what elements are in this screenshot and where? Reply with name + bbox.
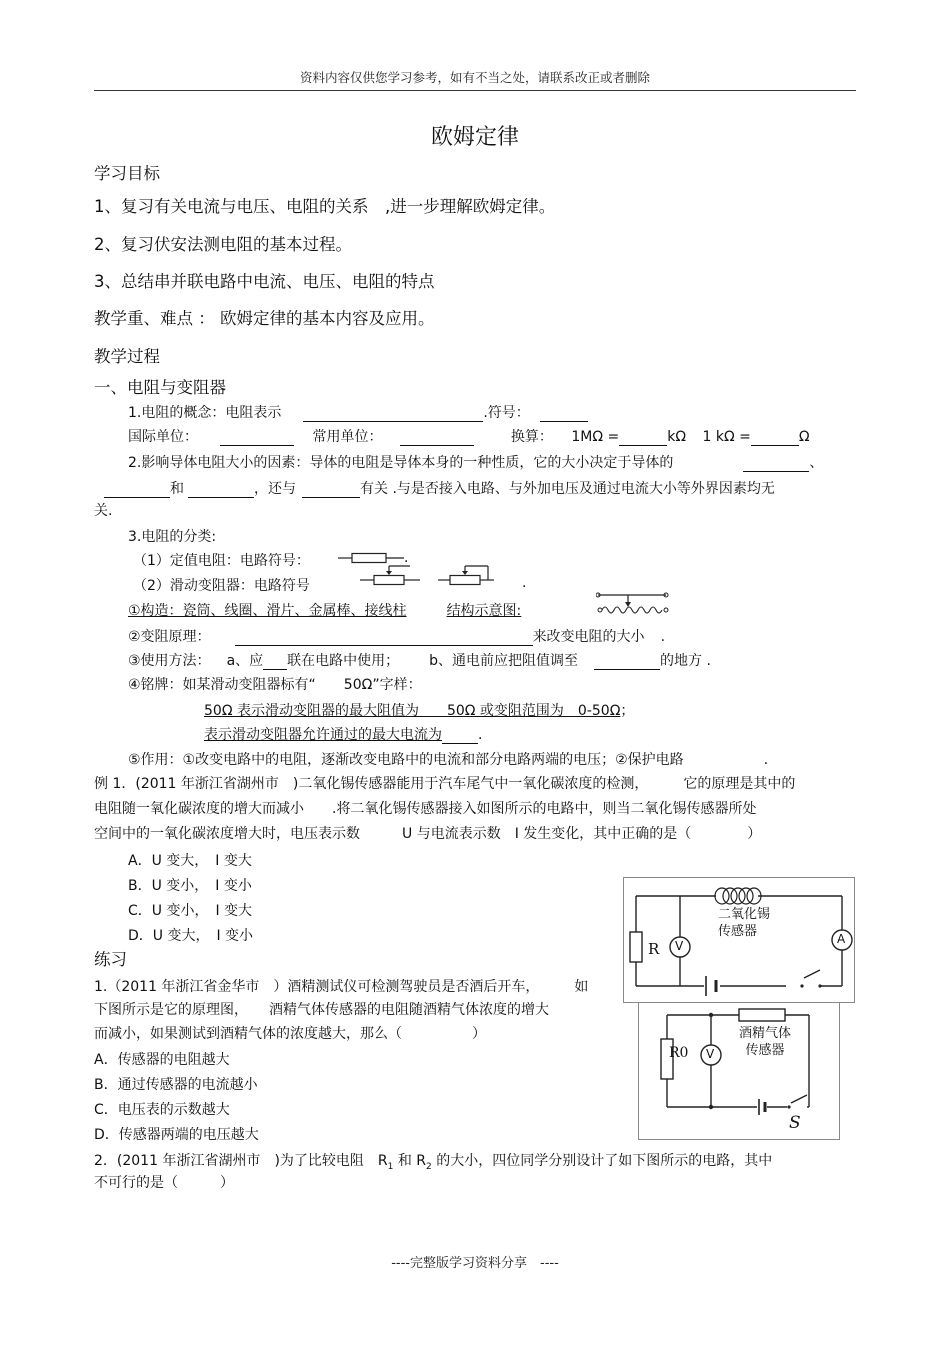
circuit-diagram-2	[639, 1003, 839, 1139]
key-points: 教学重、难点 ： 欧姆定律的基本内容及应用。	[94, 309, 435, 328]
factors-line2: 和 ，还与 有关 .与是否接入电路、与外加电压及通过电流大小等外界因素均无	[104, 478, 775, 498]
nameplate-detail: 表示滑动变阻器允许通过的最大电流为 .	[204, 727, 483, 743]
option-d: D．U 变大， I 变小	[128, 928, 254, 944]
blank	[303, 405, 483, 422]
option-c: C．电压表的示数越大	[94, 1102, 230, 1118]
question-line: 1.（2011 年浙江省金华市 ）酒精测试仪可检测驾驶员是否酒后开车， 如	[94, 979, 589, 995]
example-line: 电阻随一氧化碳浓度的增大而减小 .将二氧化锡传感器接入如图所示的电路中，则当二氧化锡传感器所处	[94, 801, 757, 817]
option-c: C．U 变小， I 变大	[128, 903, 253, 919]
resistor-label: R	[648, 940, 660, 958]
option-a: A．传感器的电阻越大	[94, 1052, 230, 1068]
circuit-figure-1	[623, 877, 855, 1003]
goal-item: 1、复习有关电流与电压、电阻的关系 ,进一步理解欧姆定律。	[94, 197, 556, 216]
resistance-concept: 1.电阻的概念：电阻表示 .符号：	[128, 402, 588, 422]
page-title: 欧姆定律	[430, 125, 519, 150]
goal-item: 3、总结串并联电路中电流、电压、电阻的特点	[94, 272, 435, 291]
option-b: B．U 变小， I 变小	[128, 878, 252, 894]
construction-line: ①构造：瓷筒、线圈、滑片、金属棒、接线柱 结构示意图:	[128, 603, 522, 619]
example-line: 空间中的一氧化碳浓度增大时，电压表示数 U 与电流表示数 I 发生变化，其中正确的是（ ）	[94, 826, 762, 842]
question-line: 而减小，如果测试到酒精气体的浓度越大，那么（ ）	[94, 1026, 486, 1042]
process-heading: 教学过程	[94, 347, 160, 366]
sensor-label: 酒精气体传感器	[738, 1026, 791, 1058]
fixed-resistor-line: （1）定值电阻：电路符号：	[133, 553, 310, 569]
rheostat-line: （2）滑动变阻器：电路符号	[133, 578, 310, 594]
nameplate-detail: 50Ω 表示滑动变阻器的最大阻值为 50Ω 或变阻范围为 0-50Ω；	[204, 703, 635, 719]
rheostat-symbol-icon	[438, 562, 494, 590]
practice-heading: 练习	[94, 950, 127, 969]
rheostat-structure-icon	[596, 590, 672, 616]
option-a: A．U 变大， I 变大	[128, 853, 252, 869]
nameplate-line: ④铭牌：如某滑动变阻器标有“ 50Ω”字样：	[128, 677, 422, 693]
principle-line: ②变阻原理： 来改变电阻的大小 .	[128, 629, 666, 645]
question2-line: 2．(2011 年浙江省湖州市 )为了比较电阻 $R_1$ 和 $R_2$ 的大小，四位同学分别设计了如下图所示的电路，其中	[94, 1153, 773, 1172]
switch-label: S	[789, 1113, 801, 1133]
circuit-figure-2	[638, 1002, 840, 1140]
text-line: 关.	[94, 503, 113, 519]
section1-heading: 一、电阻与变阻器	[94, 378, 226, 397]
factors-line: 2.影响导体电阻大小的因素：导体的电阻是导体本身的一种性质，它的大小决定于导体的 、	[128, 455, 824, 471]
example-line: 例 1．(2011 年浙江省湖州市 )二氧化锡传感器能用于汽车尾气中一氧化碳浓度的检测， 它的原理是其中的	[94, 776, 796, 792]
function-line: ⑤作用：①改变电路中的电阻，逐渐改变电路中的电流和部分电路两端的电压；②保护电路 .	[128, 752, 769, 768]
resistor-r0-label: R0	[669, 1045, 689, 1061]
goals-heading: 学习目标	[94, 164, 160, 183]
usage-line: ③使用方法： a、应 联在电路中使用； b、通电前应把阻值调至 的地方 .	[128, 653, 711, 669]
text-dot: .	[522, 575, 527, 591]
ammeter-label: A	[837, 932, 846, 946]
question-line: 下图所示是它的原理图， 酒精气体传感器的电阻随酒精气体浓度的增大	[94, 1002, 549, 1018]
question-line: 不可行的是（ ）	[94, 1175, 234, 1191]
rheostat-symbol-icon	[360, 562, 424, 590]
footer-note: ----完整版学习资料分享 ----	[391, 1256, 559, 1271]
option-d: D．传感器两端的电压越大	[94, 1127, 259, 1143]
voltmeter-label: V	[706, 1047, 715, 1061]
voltmeter-label: V	[675, 939, 684, 953]
goal-item: 2、复习伏安法测电阻的基本过程。	[94, 235, 352, 254]
option-b: B．通过传感器的电流越小	[94, 1077, 258, 1093]
blank	[540, 405, 588, 422]
header-rule	[94, 90, 856, 91]
sensor-label: 二氧化锡传感器	[718, 907, 771, 939]
text-dot: .	[404, 550, 409, 566]
header-note: 资料内容仅供您学习参考，如有不当之处，请联系改正或者删除	[299, 70, 650, 85]
units-line: 国际单位： 常用单位： 换算： 1MΩ = kΩ 1 kΩ = Ω	[128, 429, 810, 445]
classification-heading: 3.电阻的分类:	[128, 529, 217, 545]
